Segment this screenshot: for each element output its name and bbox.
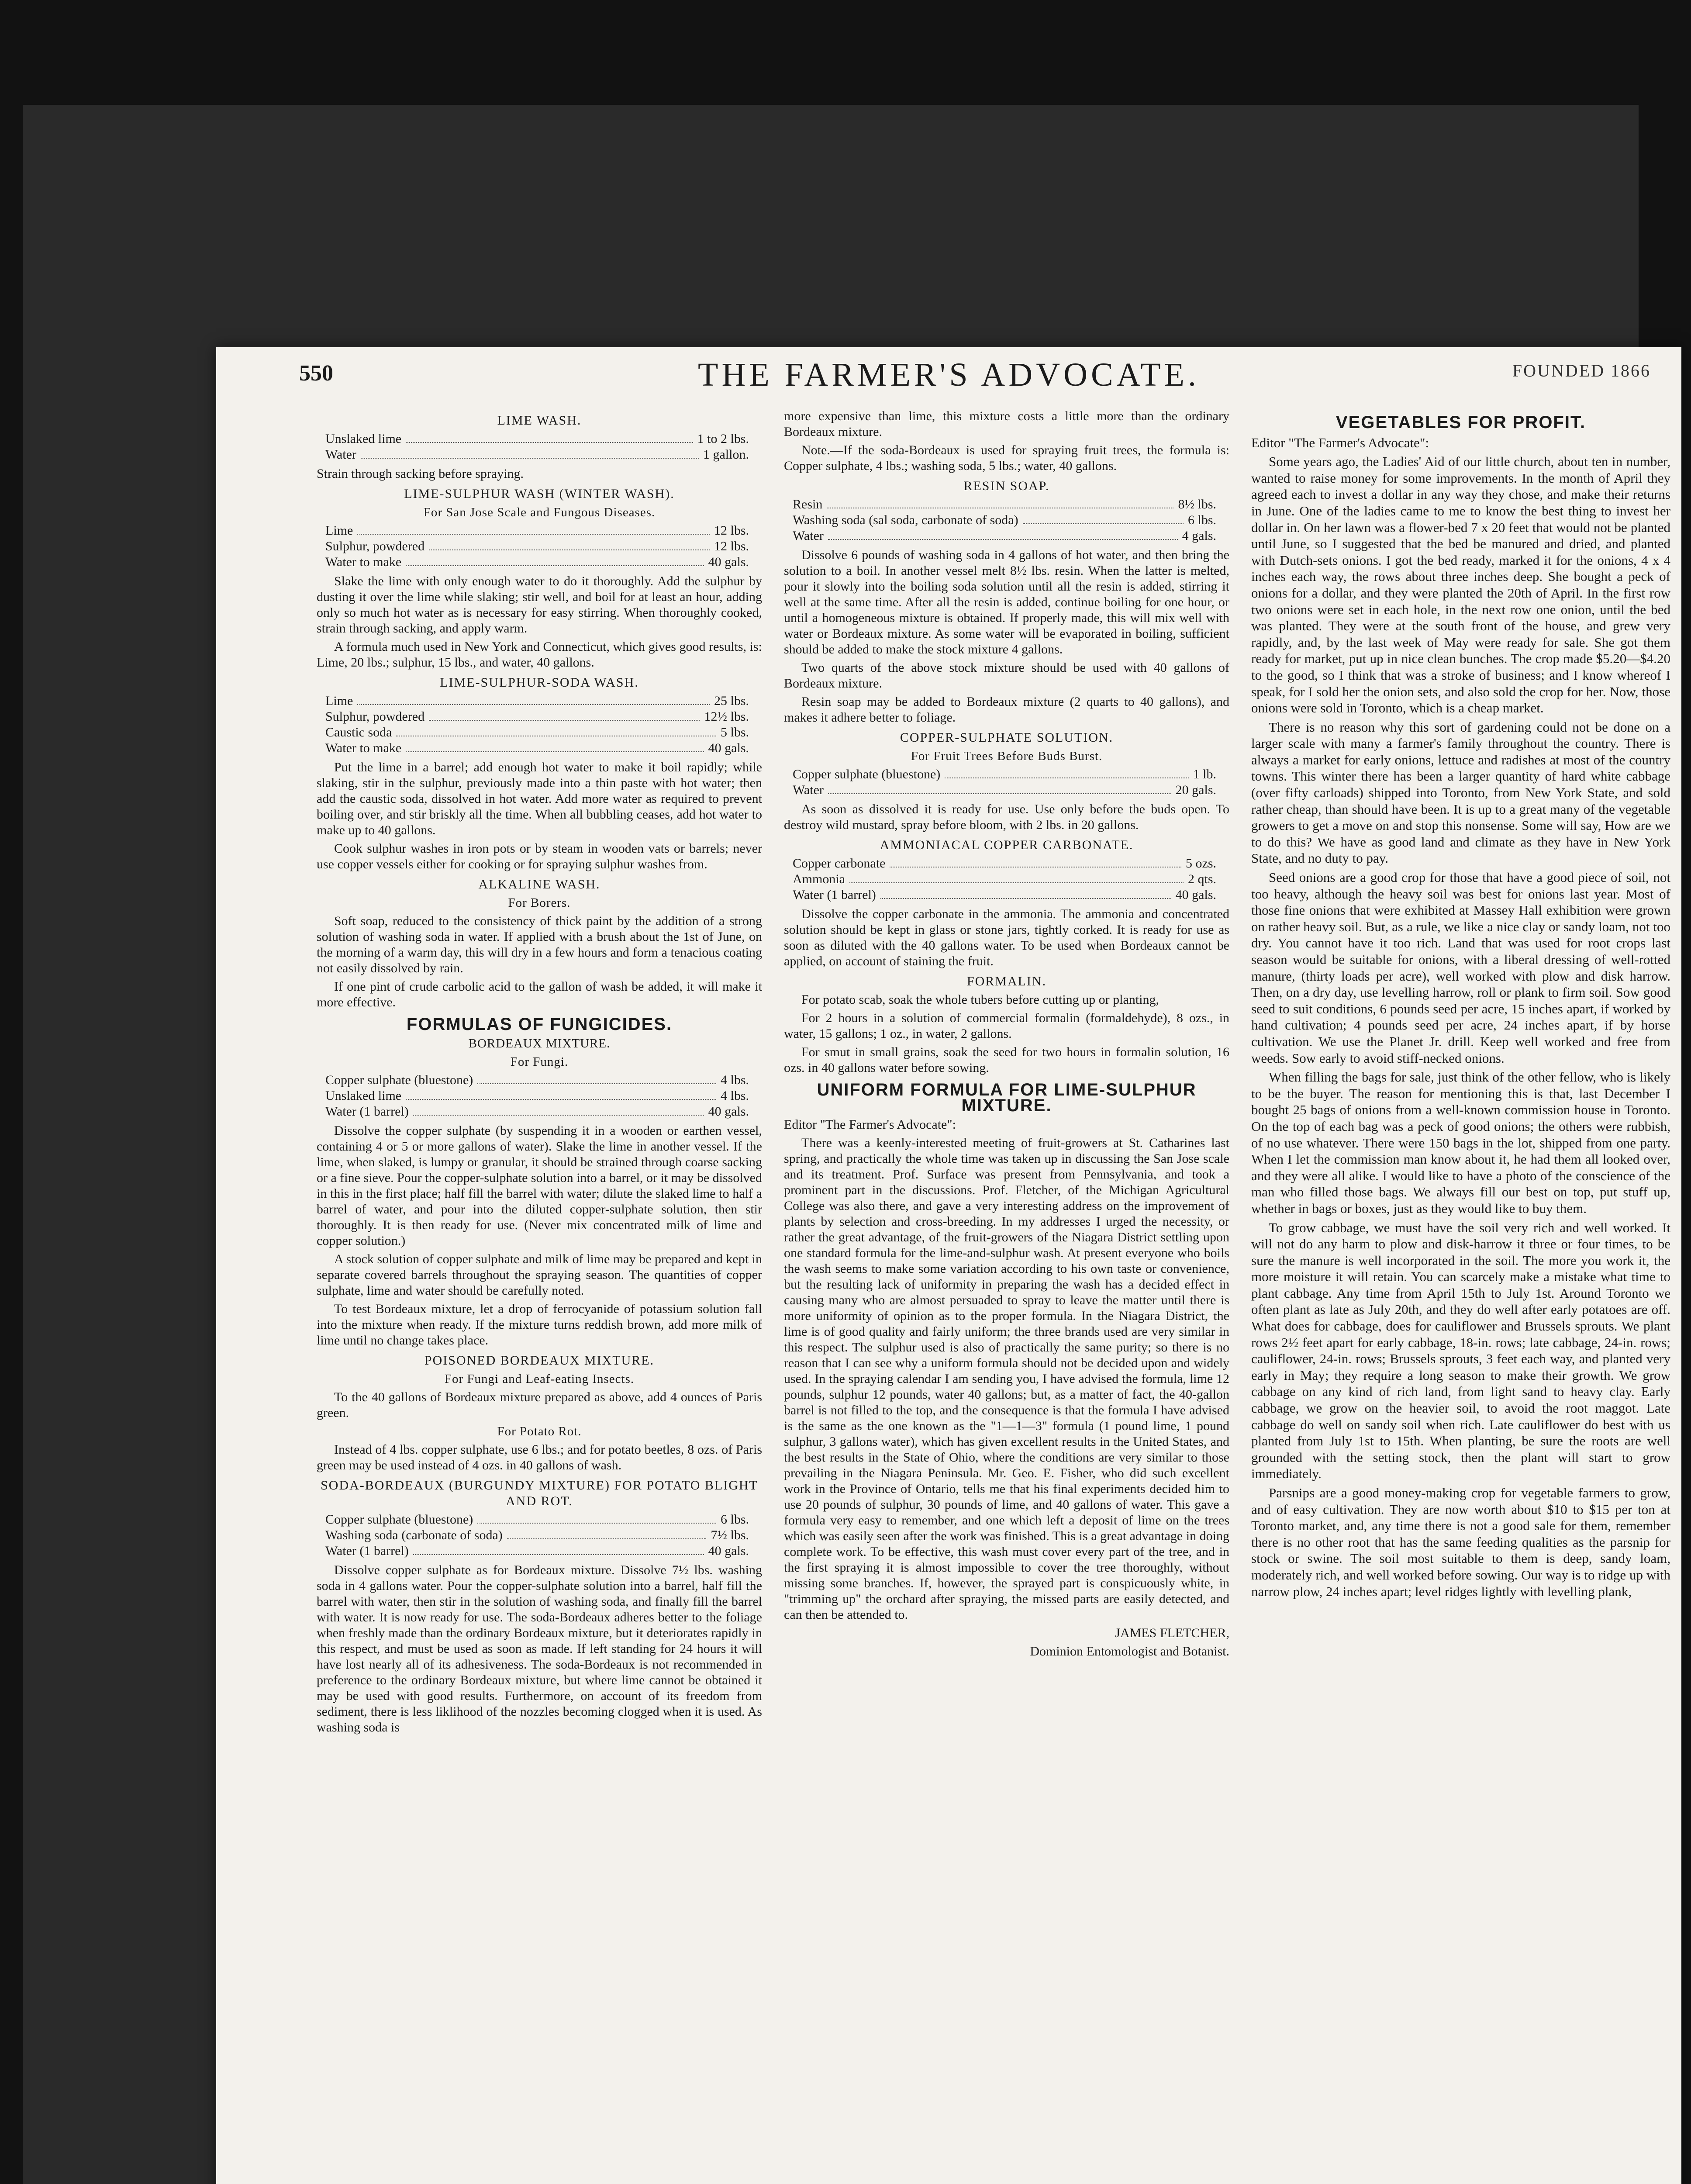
recipe-line: Copper sulphate (bluestone) 6 lbs.: [325, 1512, 749, 1527]
paragraph: Note.—If the soda-Bordeaux is used for spraying fruit trees, the formula is: Copper sulphate, 4 lbs.; washing soda, 5 lbs.; water, 40 gallons.: [784, 443, 1229, 473]
paragraph: A formula much used in New York and Connecticut, which gives good results, is: Lime, 20 lbs.; sulphur, 15 lbs., and water, 40 gallons.: [317, 639, 762, 670]
winter-wash-heading: LIME-SULPHUR WASH (WINTER WASH).: [404, 487, 675, 501]
paragraph: When filling the bags for sale, just think of the other fellow, who is likely to be the buyer. The reason for mentioning this is that, last December I bought 25 bags of onions from a well-known commission house in Toronto. On the top of each bag was a peck of good onions; the others were rubbish, of no use whatever. There were 150 bags in the lot, shipped from one party. When I let the commission man know about it, he had them all looked over, and they were all alike. I would like to have a photo of the conscience of the man who filled those bags. We always fill our best on top, put stuff up, whether in bags or boxes, just as they would like to buy them.: [1251, 1069, 1670, 1216]
paragraph: Slake the lime with only enough water to do it thoroughly. Add the sulphur by dusting it over the lime while slaking; stir well, and boil for at least an hour, adding only so much hot water as is necessary for easy stirring. When thoroughly cooked, strain through sacking, and apply warm.: [317, 574, 762, 636]
recipe-line: Sulphur, powdered 12½ lbs.: [325, 709, 749, 724]
paragraph: There is no reason why this sort of gardening could not be done on a larger scale with many a farmer's family throughout the country. There is always a market for early onions, lettuce and radishes at most of the country towns. This winter there has been a larger quantity of hard white cabbage (over fifty carloads) shipped into Toronto, from New York State, and sold rather cheap, than should have been. It is up to a great many of the vegetable growers to get a move on and stop this nonsense. Some will say, How are we to do this? We have as good land and climate as they have in New York State, and no duty to pay.: [1251, 719, 1670, 866]
vegetables-heading: VEGETABLES FOR PROFIT.: [1336, 413, 1586, 432]
masthead-title: THE FARMER'S ADVOCATE.: [698, 356, 1200, 393]
recipe-line: Water 1 gallon.: [325, 447, 749, 462]
paragraph: For potato scab, soak the whole tubers before cutting up or planting,: [801, 992, 1159, 1007]
formalin-heading: FORMALIN.: [966, 974, 1047, 988]
soda-bordeaux-heading: SODA-BORDEAUX (BURGUNDY MIXTURE) FOR POTATO BLIGHT AND ROT.: [321, 1478, 758, 1508]
winter-wash-subheading: For San Jose Scale and Fungous Diseases.: [423, 505, 656, 519]
recipe-line: Water (1 barrel) 40 gals.: [793, 888, 1216, 902]
recipe-line: Washing soda (sal soda, carbonate of soda) 6 lbs.: [793, 513, 1216, 527]
paragraph: Parsnips are a good money-making crop for vegetable farmers to grow, and of easy cultivation. They are now worth about $10 to $15 per ton at Toronto market, and, any time there is not a good sale for them, remember there is no other root that has the same feeding qualities as the parsnip for stock or swine. The soil most suitable to them is deep, sandy loam, moderately rich, and well worked before sowing. Our way is to ridge up with narrow plow, 24 inches apart; level ridges lightly with levelling plank,: [1251, 1485, 1670, 1599]
paragraph: more expensive than lime, this mixture costs a little more than the ordinary Bordeaux mixture.: [784, 409, 1229, 439]
recipe-line: Lime 12 lbs.: [325, 523, 749, 538]
resin-soap-heading: RESIN SOAP.: [963, 479, 1050, 493]
soda-wash-heading: LIME-SULPHUR-SODA WASH.: [440, 675, 639, 690]
paragraph: Two quarts of the above stock mixture should be used with 40 gallons of Bordeaux mixture.: [784, 660, 1229, 691]
for-fungi-subheading: For Fungi.: [510, 1055, 569, 1069]
lime-wash-recipe: [325, 431, 749, 463]
recipe-line: Ammonia 2 qts.: [793, 872, 1216, 886]
resin-soap-recipe: [793, 497, 1216, 544]
paragraph: For smut in small grains, soak the seed for two hours in formalin solution, 16 ozs. in 40 gallons water before sowing.: [784, 1045, 1229, 1075]
paragraph: Seed onions are a good crop for those that have a good piece of soil, not too heavy, although the heavy soil was best for onions last year. Most of those fine onions that were exhibited at Massey Hall exhibition were grown on rather heavy soil. But, as a rule, we like a nice clay or sandy loam, not too dry. You cannot have it too rich. Land that was used for root crops last season would be suitable for onions, with a liberal dressing of well-rotted manure, (thirty loads per acre), well worked with plow and disk harrow. Then, on a dry day, use levelling harrow, roll or plank to firm soil. Sow good seed to suit conditions, 6 pounds seed per acre, 15 inches apart, if worked by hand cultivation; 4 pounds seed per acre, 24 inches apart, if by horse cultivation. We use the Planet Jr. drill. Keep well worked and free from weeds. Sow early to avoid stiff-necked onions.: [1251, 870, 1670, 1066]
winter-wash-recipe: [325, 523, 749, 570]
recipe-line: Water to make 40 gals.: [325, 741, 749, 755]
column-1: [317, 408, 762, 2184]
uniform-formula-heading: UNIFORM FORMULA FOR LIME-SULPHUR MIXTURE.: [817, 1080, 1197, 1115]
lime-wash-note: Strain through sacking before spraying.: [317, 467, 524, 481]
paragraph: Instead of 4 lbs. copper sulphate, use 6 lbs.; and for potato beetles, 8 ozs. of Paris green may be used instead of 4 ozs. in 40 gallons of wash.: [317, 1442, 762, 1472]
potato-rot-subheading: For Potato Rot.: [497, 1424, 582, 1438]
lime-wash-heading: LIME WASH.: [497, 413, 582, 428]
recipe-line: Washing soda (carbonate of soda) 7½ lbs.: [325, 1528, 749, 1542]
paragraph: Dissolve copper sulphate as for Bordeaux mixture. Dissolve 7½ lbs. washing soda in 4 gallons water. Pour the copper-sulphate solution into a barrel, half fill the barrel with water, then stir in the solution of washing soda, and finally fill the barrel with water. It is now ready for use. The soda-Bordeaux adheres better to the foliage when freshly made than the ordinary Bordeaux mixture, but it deteriorates rapidly in this respect, and must be used as soon as made. If left standing for 24 hours it will have lost nearly all of its adhesiveness. The soda-Bordeaux is not recommended in preference to the ordinary Bordeaux mixture, but where lime cannot be obtained it may be used with good results. Furthermore, on account of its freedom from sediment, there is less liklihood of the nozzles becoming clogged when it is used. As washing soda is: [317, 1563, 762, 1735]
recipe-line: Caustic soda 5 lbs.: [325, 725, 749, 740]
recipe-line: Unslaked lime 4 lbs.: [325, 1089, 749, 1103]
poisoned-heading: POISONED BORDEAUX MIXTURE.: [424, 1353, 655, 1368]
recipe-line: Resin 8½ lbs.: [793, 497, 1216, 511]
paragraph: There was a keenly-interested meeting of fruit-growers at St. Catharines last spring, and practically the whole time was taken up in discussing the San Jose scale and its treatment. Prof. Surface was present from Pennsylvania, and took a prominent part in the discussions. Prof. Fletcher, of the Michigan Agricultural College was also there, and gave a very interesting address on the improvement of plants by selection and cross-breeding. In my addresses I urged the necessity, or rather the great advantage, of the fruit-growers of the Niagara District settling upon one standard formula for the lime-and-sulphur wash. At present everyone who boils the wash seems to make some variation according to his own taste or convenience, but the resulting lack of uniformity in preparing the wash has a decided effect in causing many who are almost persuaded to spray to leave the matter until there is more uniformity of opinion as to the proper formula. In the Niagara District, the lime is of good quality and fairly uniform; the three brands used are very similar in this respect. The sulphur used is also of practically the same purity; so there is no reason that I can see why a uniform formula should not be decided upon and widely used. In the spraying calendar I am sending you, I have advised the formula, lime 12 pounds, sulphur 12 pounds, water 40 gallons; but, as a matter of fact, the 40-gallon barrel is not filled to the top, and the consequence is that the formula I have advised is the same as the one known as the "1—1—3" formula (1 pound lime, 1 pound sulphur, 3 gallons water), which has given excellent results in the United States, and the best results in the State of Ohio, where the conditions are very similar to those prevailing in the Niagara Peninsula. Mr. Geo. E. Fisher, who did such excellent work in the Province of Ontario, tells me that his final experiments decided him to use 20 pounds of sulphur, 30 pounds of lime, and 40 gallons of water. This gave a formula very easy to remember, and one which left a deposit of lime on the trees which was easily seen after the work was finished. This is a great advantage in doing complete work. To be effective, this wash must cover every part of the tree, and in the first spraying it is almost impossible to cover the tree thoroughly, without missing some branches. If, however, the sprayed part is conspicuously white, in "trimming up" the orchard after spraying, the missed parts are easily detected, and can then be attended to.: [784, 1136, 1229, 1622]
editor-salutation: Editor "The Farmer's Advocate":: [1251, 435, 1429, 450]
fungicides-heading: FORMULAS OF FUNGICIDES.: [406, 1015, 673, 1034]
poisoned-subheading: For Fungi and Leaf-eating Insects.: [444, 1372, 635, 1386]
paragraph: For 2 hours in a solution of commercial formalin (formaldehyde), 8 ozs., in water, 15 gallons; 1 oz., in water, 2 gallons.: [784, 1011, 1229, 1041]
paragraph: Dissolve the copper carbonate in the ammonia. The ammonia and concentrated solution should be kept in glass or stone jars, tightly corked. It is ready for use as soon as diluted with the 40 gallons water. To be used when Bordeaux cannot be applied, on account of staining the fruit.: [784, 907, 1229, 968]
recipe-line: Water to make 40 gals.: [325, 555, 749, 569]
paragraph: To the 40 gallons of Bordeaux mixture prepared as above, add 4 ounces of Paris green.: [317, 1390, 762, 1420]
recipe-line: Copper sulphate (bluestone) 1 lb.: [793, 767, 1216, 781]
signature-title: Dominion Entomologist and Botanist.: [1030, 1644, 1229, 1659]
ammoniacal-heading: AMMONIACAL COPPER CARBONATE.: [880, 838, 1134, 852]
paragraph: If one pint of crude carbolic acid to the gallon of wash be added, it will make it more effective.: [317, 979, 762, 1009]
paragraph: Resin soap may be added to Bordeaux mixture (2 quarts to 40 gallons), and makes it adhere better to foliage.: [784, 695, 1229, 725]
copper-solution-recipe: [793, 767, 1216, 798]
paragraph: To grow cabbage, we must have the soil very rich and well worked. It will not do any harm to plow and disk-harrow it three or four times, to be sure the manure is well incorporated in the soil. The more you work it, the more moisture it will retain. You can scarcely make a mistake what time to plant cabbage. Any time from April 15th to July 1st. Around Toronto we often plant as late as July 20th, and they do well after early potatoes are off. What does for cabbage, does for cauliflower and Brussels sprouts. We plant rows 2½ feet apart for early cabbage, 18-in. rows; late cabbage, 24-in. rows; cauliflower, 24-in. rows; Brussels sprouts, 3 feet each way, and planted very early in May; they require a long season to make their growth. We grow cabbage on any kind of rich land, from light sand to heavy clay. Early cabbage, we grow on the heavier soil, to avoid the root maggot. Late cabbage do well on sandy soil when rich. Late cauliflower do best with us planted from July 1st to 15th. When planting, be sure the roots are well grounded with the setting stock, then the plant will start to grow immediately.: [1251, 1220, 1670, 1482]
column-3: [1251, 408, 1670, 2184]
paragraph: Dissolve 6 pounds of washing soda in 4 gallons of hot water, and then bring the solution to a boil. In another vessel melt 8½ lbs. resin. When the latter is melted, pour it slowly into the boiling soda solution until all the resin is added, stirring it well at the same time. After all the resin is added, continue boiling for one hour, or until a homogeneous mixture is obtained. If properly made, this will mix well with water or Bordeaux mixture. As some water will be evaporated in boiling, sufficient should be added to make the stock mixture 4 gallons.: [784, 548, 1229, 657]
paragraph: As soon as dissolved it is ready for use. Use only before the buds open. To destroy wild mustard, spray before bloom, with 2 lbs. in 20 gallons.: [784, 802, 1229, 832]
paragraph: A stock solution of copper sulphate and milk of lime may be prepared and kept in separate covered barrels throughout the spraying season. The quantities of copper sulphate, lime and water should be carefully noted.: [317, 1252, 762, 1298]
founded-line: FOUNDED 1866: [1512, 361, 1651, 380]
copper-solution-subheading: For Fruit Trees Before Buds Burst.: [911, 749, 1103, 763]
paragraph: Soft soap, reduced to the consistency of thick paint by the addition of a strong solution of washing soda in water. If applied with a brush about the 1st of June, on the morning of a warm day, this will dry in a few hours and form a tenacious coating not easily dissolved by rain.: [317, 914, 762, 975]
signature: JAMES FLETCHER,: [1115, 1626, 1229, 1640]
copper-solution-heading: COPPER-SULPHATE SOLUTION.: [900, 730, 1114, 745]
paragraph: Cook sulphur washes in iron pots or by steam in wooden vats or barrels; never use copper vessels either for cooking or for spraying sulphur washes from.: [317, 841, 762, 871]
alkaline-heading: ALKALINE WASH.: [478, 877, 600, 892]
soda-bordeaux-recipe: [325, 1512, 749, 1559]
paragraph: To test Bordeaux mixture, let a drop of ferrocyanide of potassium solution fall into the mixture when ready. If the mixture turns reddish brown, add more milk of lime until no change takes place.: [317, 1302, 762, 1348]
editor-salutation: Editor "The Farmer's Advocate":: [784, 1117, 956, 1132]
column-2: [784, 408, 1229, 2184]
alkaline-subheading: For Borers.: [508, 896, 571, 910]
page-number: 550: [299, 361, 333, 386]
recipe-line: Copper carbonate 5 ozs.: [793, 856, 1216, 871]
recipe-line: Water 4 gals.: [793, 529, 1216, 543]
paragraph: Some years ago, the Ladies' Aid of our little church, about ten in number, wanted to raise money for some improvements. In the month of April they agreed each to invest a dollar in any way they chose, and make their returns in June. One of the ladies came to me to know the best thing to invest her dollar in. On her lawn was a flower-bed 7 x 20 feet that would not be planted until June, so I suggested that the bed be manured and dried, and planted with Dutch-sets onions. I got the bed ready, marked it for the onions, 4 x 4 inches each way, the rows about three inches deep. She bought a peck of onions for a dollar, and they were planted the 20th of April. In the first row two onions were set in each hole, in the next row one onion, until the bed was planted. They were at the south front of the house, and grew very rapidly, and, by the last week of May were ready for sale. She got them ready for market, put up in nice clean bunches. The crop made $5.20—$4.20 to the good, so I think that was a stroke of business; and I know whereof I speak, for I sold her the onion sets, and also sold the crop for her. Now, those onions were sold in Toronto, which is a cheap market.: [1251, 454, 1670, 716]
ammoniacal-recipe: [793, 856, 1216, 903]
paragraph: Dissolve the copper sulphate (by suspending it in a wooden or earthen vessel, containing 4 or 5 or more gallons of water). Slake the lime in another vessel. If the lime, when slaked, is lumpy or granular, it should be strained through coarse sacking or a fine sieve. Pour the copper-sulphate solution into a barrel, or it may be dissolved in this in the first place; half fill the barrel with water; dilute the slaked lime to half a barrel of water, and pour into the diluted copper-sulphate solution, then stir thoroughly. It is then ready for use. (Never mix concentrated milk of lime and copper solution.): [317, 1123, 762, 1248]
recipe-line: Lime 25 lbs.: [325, 694, 749, 708]
paragraph: Put the lime in a barrel; add enough hot water to make it boil rapidly; while slaking, stir in the sulphur, previously made into a thin paste with hot water; then add the caustic soda, dissolved in hot water. Add more water as required to prevent boiling over, and stir briskly all the time. When all bubbling ceases, add hot water to make up to 40 gallons.: [317, 760, 762, 837]
recipe-line: Copper sulphate (bluestone) 4 lbs.: [325, 1073, 749, 1087]
bordeaux-recipe: [325, 1072, 749, 1120]
newspaper-page: [216, 347, 1681, 2184]
recipe-line: Sulphur, powdered 12 lbs.: [325, 539, 749, 553]
recipe-line: Water (1 barrel) 40 gals.: [325, 1104, 749, 1119]
recipe-line: Water (1 barrel) 40 gals.: [325, 1544, 749, 1558]
recipe-line: Water 20 gals.: [793, 783, 1216, 797]
bordeaux-subheading: BORDEAUX MIXTURE.: [468, 1037, 611, 1051]
recipe-line: Unslaked lime 1 to 2 lbs.: [325, 432, 749, 446]
soda-wash-recipe: [325, 693, 749, 756]
